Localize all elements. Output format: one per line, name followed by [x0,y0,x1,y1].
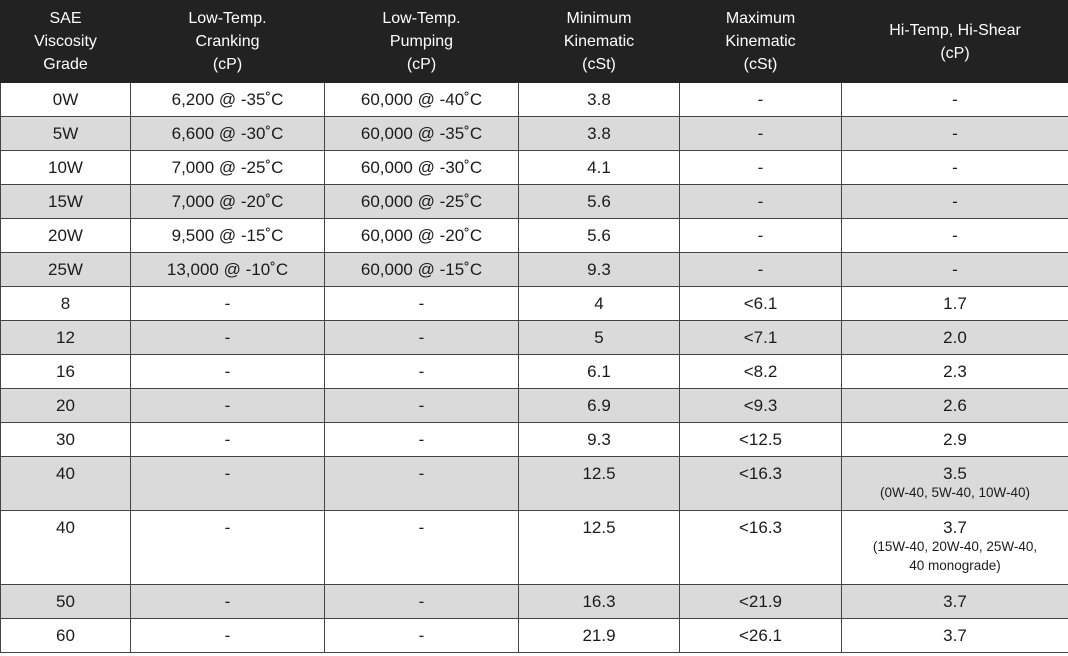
hths-note: 40 monograde) [909,558,1001,573]
min-kinematic-cell: 5.6 [519,219,680,253]
max-kinematic-cell: <8.2 [680,355,842,389]
min-kinematic-cell: 9.3 [519,253,680,287]
pumping-cell: 60,000 @ -15˚C [325,253,519,287]
grade-cell: 16 [1,355,131,389]
cranking-cell: - [131,389,325,423]
hths-cell: - [842,185,1068,219]
min-kinematic-cell: 3.8 [519,117,680,151]
header-max-kinematic: Maximum Kinematic (cSt) [680,1,842,83]
pumping-cell: - [325,321,519,355]
min-kinematic-cell: 12.5 [519,457,680,511]
pumping-cell: - [325,287,519,321]
header-row [1,1,1068,83]
grade-cell: 30 [1,423,131,457]
table-row [1,185,1068,219]
table-row [1,219,1068,253]
cranking-cell: - [131,457,325,511]
pumping-cell: - [325,355,519,389]
min-kinematic-cell: 5 [519,321,680,355]
grade-cell: 40 [1,511,131,585]
max-kinematic-cell: <6.1 [680,287,842,321]
cranking-cell: - [131,619,325,653]
hths-cell [842,457,1068,511]
hths-value: 3.5 [943,464,967,483]
hths-cell: 3.7 [842,585,1068,619]
cranking-cell: - [131,321,325,355]
table-row [1,321,1068,355]
grade-cell: 60 [1,619,131,653]
max-kinematic-cell: <21.9 [680,585,842,619]
hths-value: 3.7 [943,518,967,537]
cranking-cell: 6,600 @ -30˚C [131,117,325,151]
hths-note: (0W-40, 5W-40, 10W-40) [879,485,1031,500]
pumping-cell: - [325,585,519,619]
table-row [1,287,1068,321]
max-kinematic-cell: <16.3 [680,457,842,511]
hths-cell [842,511,1068,585]
pumping-cell: 60,000 @ -25˚C [325,185,519,219]
table-row [1,117,1068,151]
grade-cell: 0W [1,83,131,117]
table-row [1,511,1068,585]
hths-cell: 2.6 [842,389,1068,423]
grade-cell: 20 [1,389,131,423]
cranking-cell: - [131,355,325,389]
pumping-cell: - [325,389,519,423]
table-row [1,253,1068,287]
table-row [1,83,1068,117]
min-kinematic-cell: 4 [519,287,680,321]
max-kinematic-cell: <9.3 [680,389,842,423]
table-row [1,355,1068,389]
max-kinematic-cell: - [680,219,842,253]
header-hths: Hi-Temp, Hi-Shear (cP) [842,1,1068,83]
pumping-cell: - [325,423,519,457]
cranking-cell: - [131,585,325,619]
hths-cell: 2.0 [842,321,1068,355]
hths-cell: - [842,117,1068,151]
table-row [1,423,1068,457]
min-kinematic-cell: 16.3 [519,585,680,619]
grade-cell: 12 [1,321,131,355]
min-kinematic-cell: 5.6 [519,185,680,219]
pumping-cell: 60,000 @ -30˚C [325,151,519,185]
hths-cell: - [842,219,1068,253]
table-row [1,389,1068,423]
max-kinematic-cell: - [680,83,842,117]
hths-cell: 1.7 [842,287,1068,321]
cranking-cell: 13,000 @ -10˚C [131,253,325,287]
pumping-cell: - [325,457,519,511]
cranking-cell: 7,000 @ -20˚C [131,185,325,219]
cranking-cell: 7,000 @ -25˚C [131,151,325,185]
table-row [1,151,1068,185]
grade-cell: 8 [1,287,131,321]
grade-cell: 25W [1,253,131,287]
table-row [1,585,1068,619]
max-kinematic-cell: <26.1 [680,619,842,653]
hths-cell: 2.9 [842,423,1068,457]
grade-cell: 10W [1,151,131,185]
cranking-cell: - [131,511,325,585]
grade-cell: 15W [1,185,131,219]
hths-cell: - [842,83,1068,117]
max-kinematic-cell: <12.5 [680,423,842,457]
header-sae-grade: SAE Viscosity Grade [1,1,131,83]
grade-cell: 5W [1,117,131,151]
header-pumping: Low-Temp. Pumping (cP) [325,1,519,83]
max-kinematic-cell: - [680,185,842,219]
max-kinematic-cell: <16.3 [680,511,842,585]
cranking-cell: - [131,423,325,457]
cranking-cell: 9,500 @ -15˚C [131,219,325,253]
grade-cell: 20W [1,219,131,253]
pumping-cell: 60,000 @ -35˚C [325,117,519,151]
max-kinematic-cell: - [680,151,842,185]
min-kinematic-cell: 21.9 [519,619,680,653]
max-kinematic-cell: <7.1 [680,321,842,355]
max-kinematic-cell: - [680,253,842,287]
grade-cell: 40 [1,457,131,511]
table-row [1,619,1068,653]
hths-cell: 2.3 [842,355,1068,389]
cranking-cell: 6,200 @ -35˚C [131,83,325,117]
grade-cell: 50 [1,585,131,619]
table-row [1,457,1068,511]
min-kinematic-cell: 6.9 [519,389,680,423]
hths-cell: - [842,151,1068,185]
pumping-cell: - [325,511,519,585]
min-kinematic-cell: 3.8 [519,83,680,117]
pumping-cell: 60,000 @ -20˚C [325,219,519,253]
min-kinematic-cell: 12.5 [519,511,680,585]
hths-cell: - [842,253,1068,287]
min-kinematic-cell: 9.3 [519,423,680,457]
max-kinematic-cell: - [680,117,842,151]
min-kinematic-cell: 6.1 [519,355,680,389]
header-cranking: Low-Temp. Cranking (cP) [131,1,325,83]
hths-cell: 3.7 [842,619,1068,653]
hths-note: (15W-40, 20W-40, 25W-40, [872,539,1038,554]
header-min-kinematic: Minimum Kinematic (cSt) [519,1,680,83]
cranking-cell: - [131,287,325,321]
pumping-cell: - [325,619,519,653]
pumping-cell: 60,000 @ -40˚C [325,83,519,117]
min-kinematic-cell: 4.1 [519,151,680,185]
